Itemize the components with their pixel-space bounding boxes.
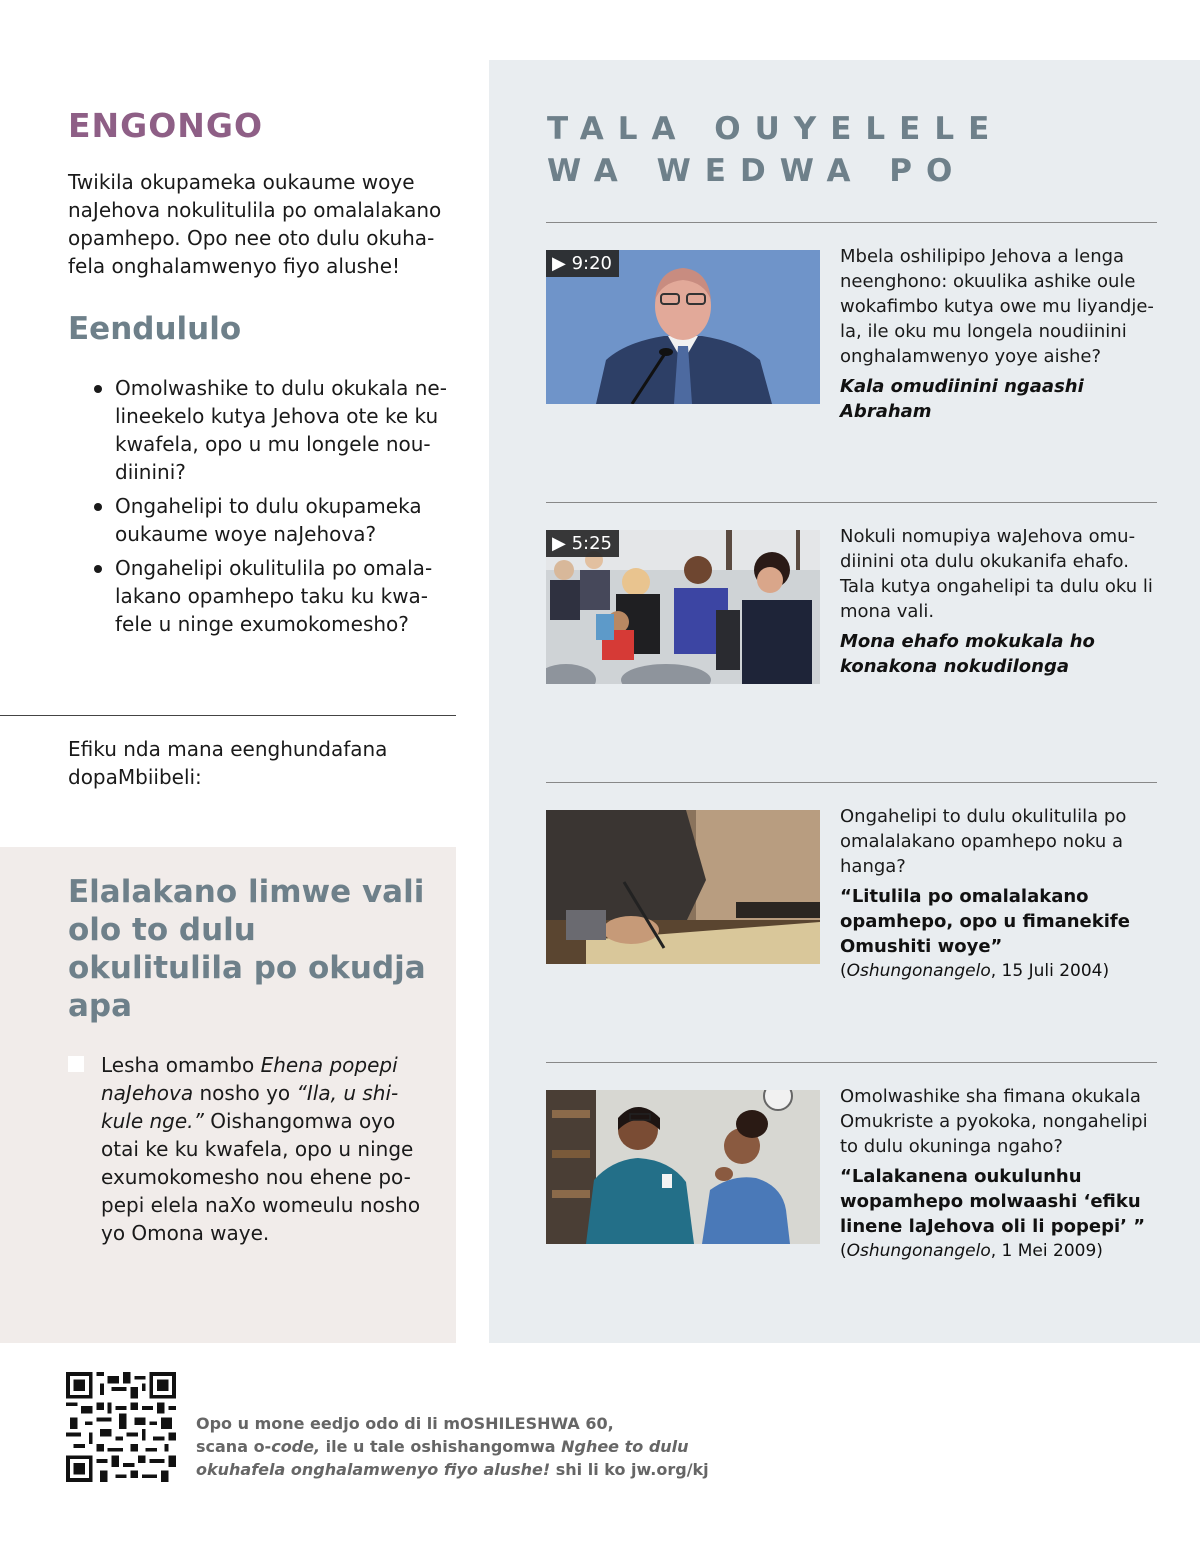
video-title-link[interactable]: Mona ehafo mokukala ho konakona nokudilonga bbox=[840, 631, 1095, 677]
goal-item bbox=[68, 1051, 438, 1247]
person-writing-photo-icon bbox=[546, 810, 820, 964]
video-title-link[interactable]: Kala omudiinini ngaashi Abraham bbox=[840, 376, 1084, 422]
goal-content bbox=[68, 873, 438, 1247]
footer-line: Opo u mone eedjo odo di li mOSHILESHWA 60, bbox=[196, 1414, 614, 1433]
goal-title: Elalakano limwe vali olo to dulu okulitulila po okudja apa bbox=[68, 874, 426, 1024]
divider bbox=[546, 222, 1157, 223]
card-text bbox=[840, 1084, 1160, 1264]
divider bbox=[546, 1062, 1157, 1063]
article-title-link[interactable]: “Lalakanena oukulunhu wopamhepo molwaashi ‘efiku linene laJehova oli li popepi’ ” bbox=[840, 1166, 1146, 1237]
video-thumbnail[interactable] bbox=[546, 530, 820, 684]
goal-text-part: Lesha omambo bbox=[101, 1053, 261, 1077]
divider bbox=[0, 715, 456, 716]
divider bbox=[546, 782, 1157, 783]
goal-text-part: Oishangomwa oyo otai ke ku kwafela, opo u ninge exumokomesho nou ehene po-pepi elela naXo womeulu nosho yo Omona waye. bbox=[101, 1109, 421, 1245]
footer-line: code, bbox=[271, 1437, 321, 1456]
duration-label: 5:25 bbox=[571, 533, 612, 554]
video-thumbnail[interactable] bbox=[546, 250, 820, 404]
article-card bbox=[546, 1062, 1157, 1332]
book-title: Nghee to dulu bbox=[561, 1437, 689, 1456]
bible-study-date-note: Efiku nda mana eenghundafana dopaMbiibeli: bbox=[68, 737, 388, 789]
card-text bbox=[840, 244, 1160, 424]
goal-checkbox[interactable] bbox=[68, 1056, 84, 1072]
article-card bbox=[546, 782, 1157, 1052]
more-info-panel bbox=[489, 60, 1200, 1343]
article-thumbnail[interactable] bbox=[546, 810, 820, 964]
review-questions bbox=[90, 374, 456, 638]
divider bbox=[546, 502, 1157, 503]
review-title: Eendululo bbox=[68, 311, 242, 347]
article-thumbnail[interactable] bbox=[546, 1090, 820, 1244]
footer-line: scana o- bbox=[196, 1437, 272, 1456]
publication-name: Oshungonangelo bbox=[846, 1241, 991, 1261]
card-description: Omolwashike sha fimana okukala Omukriste a pyokoka, nongahelipi to dulu okuninga ngaho? bbox=[840, 1086, 1148, 1157]
card-text bbox=[840, 804, 1160, 984]
footer bbox=[66, 1372, 766, 1484]
card-description: Ongahelipi to dulu okulitulila po omalalakano opamhepo noku a hanga? bbox=[840, 806, 1127, 877]
footer-link[interactable]: shi li ko jw.org/kj bbox=[550, 1460, 709, 1479]
intro-text: Twikila okupameka oukaume woye naJehova nokulitulila po omalalakano opamhepo. Opo nee oto dulu okuha-fela onghalamwenyo fiyo alushe! bbox=[68, 170, 442, 278]
left-column bbox=[68, 106, 456, 644]
review-question: Ongahelipi okulitulila po omala-lakano opamhepo taku ku kwa-fele u ninge exumokomesho? bbox=[90, 554, 456, 638]
goal-text-part: nosho yo bbox=[193, 1081, 297, 1105]
qr-code-icon[interactable] bbox=[66, 1372, 176, 1482]
review-question: Omolwashike to dulu okukala ne-lineekelo kutya Jehova ote ke ku kwafela, opo u mu longele nou-diinini? bbox=[90, 374, 456, 486]
book-title: Ehena popepi naJehova bbox=[101, 1053, 398, 1105]
publication-date: , 1 Mei 2009) bbox=[990, 1241, 1103, 1261]
footer-line: ile u tale oshishangomwa bbox=[320, 1437, 562, 1456]
goal-box bbox=[0, 847, 456, 1343]
goal-text bbox=[101, 1051, 431, 1247]
review-question: Ongahelipi to dulu okupameka oukaume woye naJehova? bbox=[90, 492, 456, 548]
video-duration bbox=[546, 530, 619, 557]
duration-label: 9:20 bbox=[571, 253, 612, 274]
article-title-link[interactable]: “Litulila po omalalakano opamhepo, opo u fimanekife Omushiti woye” bbox=[840, 886, 1130, 957]
more-info-title: TALA OUYELELE WA WEDWA PO bbox=[547, 111, 1004, 189]
book-title: okuhafela onghalamwenyo fiyo alushe! bbox=[196, 1460, 551, 1479]
video-card bbox=[546, 502, 1157, 772]
card-text bbox=[840, 524, 1160, 679]
play-icon: ▶ bbox=[552, 253, 572, 274]
card-description: Nokuli nomupiya waJehova omu-diinini ota dulu okukanifa ehafo. Tala kutya ongahelipi ta dulu oku li mona vali. bbox=[840, 526, 1153, 622]
article-citation: (Oshungonangelo, 1 Mei 2009) bbox=[840, 1241, 1103, 1261]
footer-instructions bbox=[196, 1412, 766, 1481]
article-citation: (Oshungonangelo, 15 Juli 2004) bbox=[840, 961, 1110, 981]
card-description: Mbela oshilipipo Jehova a lenga neenghono: okuulika ashike oule wokafimbo kutya owe mu liyandje-la, ile oku mu longela noudiinini onghalamwenyo yoye aishe? bbox=[840, 246, 1154, 367]
two-nurses-talking-photo-icon bbox=[546, 1090, 820, 1244]
section-title: ENGONGO bbox=[68, 106, 264, 145]
publication-date: , 15 Juli 2004) bbox=[990, 961, 1110, 981]
video-card bbox=[546, 222, 1157, 492]
book-title: “Ila, u shi-kule nge.” bbox=[101, 1081, 399, 1133]
publication-name: Oshungonangelo bbox=[846, 961, 991, 981]
video-duration bbox=[546, 250, 619, 277]
play-icon: ▶ bbox=[552, 533, 572, 554]
